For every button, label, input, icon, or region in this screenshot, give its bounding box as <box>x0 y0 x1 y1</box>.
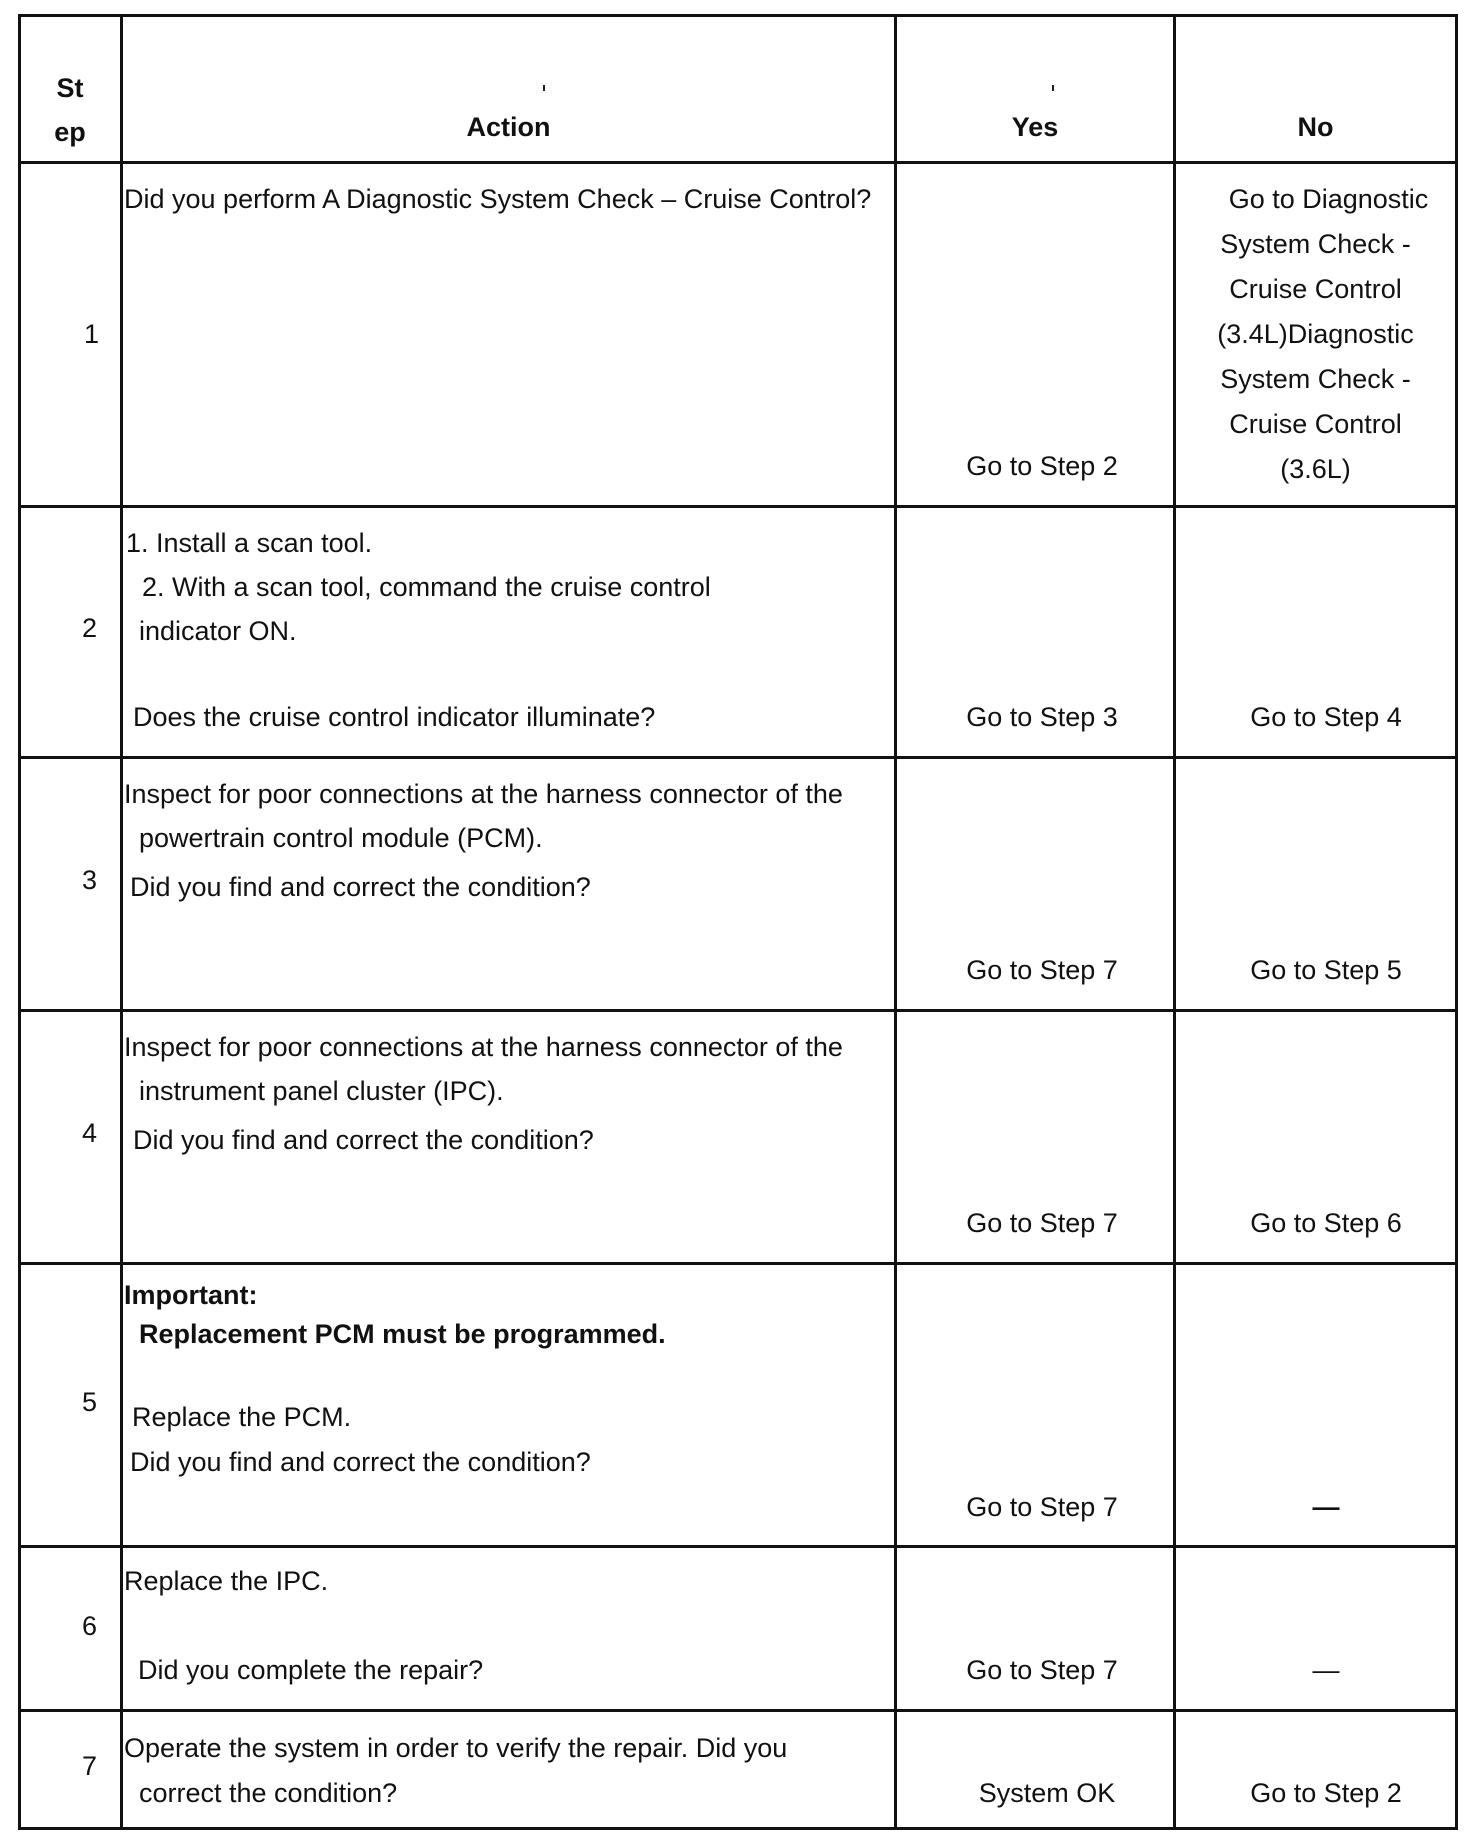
no-line: Go to Diagnostic <box>1228 184 1429 214</box>
yes-result: System OK <box>978 1778 1116 1808</box>
no-line: (3.4L)Diagnostic <box>1217 319 1414 349</box>
no-line: Cruise Control <box>1229 409 1402 439</box>
important-note: Replacement PCM must be programmed. <box>139 1319 666 1349</box>
no-result: Go to Step 4 <box>1250 702 1402 732</box>
header-step-line1: St <box>56 73 84 103</box>
row-divider <box>18 1009 1458 1012</box>
action-text: Inspect for poor connections at the harness connector of the <box>124 779 843 809</box>
row-divider <box>18 505 1458 508</box>
action-text: Replace the IPC. <box>124 1566 329 1596</box>
yes-result: Go to Step 7 <box>966 1208 1118 1238</box>
no-line: System Check - <box>1220 229 1411 259</box>
step-number: 7 <box>82 1751 98 1781</box>
step-number: 2 <box>82 613 98 643</box>
action-text: Does the cruise control indicator illuminate? <box>133 702 656 732</box>
action-text: Did you perform A Diagnostic System Check – Cruise Control? <box>124 184 872 214</box>
yes-result: Go to Step 7 <box>966 1492 1118 1522</box>
action-text: Operate the system in order to verify the repair. Did you <box>124 1733 788 1763</box>
header-yes: Yes <box>1011 112 1059 142</box>
action-text: Did you complete the repair? <box>138 1655 484 1685</box>
row-divider <box>18 1709 1458 1712</box>
action-text: powertrain control module (PCM). <box>139 823 543 853</box>
table-border-top <box>18 14 1458 17</box>
no-result <box>1176 177 1455 492</box>
step-number: 6 <box>82 1611 98 1641</box>
yes-result: Go to Step 7 <box>966 1655 1118 1685</box>
header-no: No <box>1297 112 1334 142</box>
no-result: Go to Step 2 <box>1250 1778 1402 1808</box>
header-tick <box>543 85 545 91</box>
step-number: 4 <box>82 1118 98 1148</box>
column-divider <box>120 14 123 1830</box>
action-text: Replace the PCM. <box>132 1402 352 1432</box>
no-line: System Check - <box>1220 364 1411 394</box>
action-text: 1. Install a scan tool. <box>126 528 373 558</box>
row-divider <box>18 756 1458 759</box>
no-line: (3.6L) <box>1280 454 1351 484</box>
no-line: Cruise Control <box>1229 274 1402 304</box>
row-divider <box>18 1262 1458 1265</box>
important-label: Important: <box>124 1280 258 1310</box>
action-text: instrument panel cluster (IPC). <box>139 1076 504 1106</box>
header-tick <box>1052 85 1054 91</box>
header-step-line2: ep <box>54 117 86 147</box>
yes-result: Go to Step 2 <box>966 451 1118 481</box>
action-text: indicator ON. <box>139 616 297 646</box>
step-number: 5 <box>82 1387 98 1417</box>
table-border-bottom <box>18 1827 1458 1830</box>
action-text: Inspect for poor connections at the harness connector of the <box>124 1032 843 1062</box>
action-text: Did you find and correct the condition? <box>133 1125 594 1155</box>
no-result: — <box>1312 1655 1340 1685</box>
action-text: Did you find and correct the condition? <box>130 1447 591 1477</box>
yes-result: Go to Step 7 <box>966 955 1118 985</box>
yes-result: Go to Step 3 <box>966 702 1118 732</box>
action-text: 2. With a scan tool, command the cruise control <box>142 572 711 602</box>
header-step <box>22 66 118 154</box>
table-border-right <box>1455 14 1458 1830</box>
step-number: 1 <box>84 319 100 349</box>
no-result: — <box>1312 1492 1340 1522</box>
header-action: Action <box>466 112 551 142</box>
action-text: Did you find and correct the condition? <box>130 872 591 902</box>
no-result: Go to Step 6 <box>1250 1208 1402 1238</box>
table-border-left <box>18 14 21 1830</box>
row-divider <box>18 161 1458 164</box>
column-divider <box>894 14 897 1830</box>
step-number: 3 <box>82 865 98 895</box>
no-result: Go to Step 5 <box>1250 955 1402 985</box>
action-text: correct the condition? <box>139 1778 398 1808</box>
row-divider <box>18 1545 1458 1548</box>
